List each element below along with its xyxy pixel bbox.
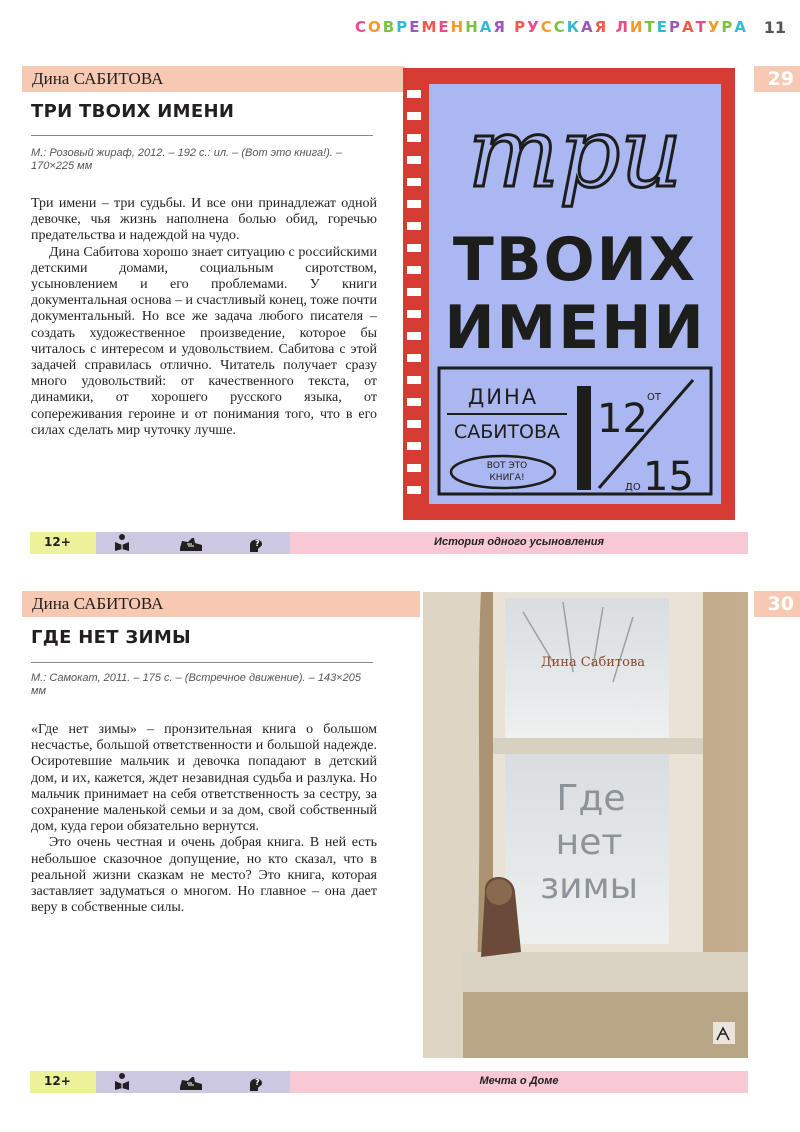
cover-title-line: Где [556, 778, 626, 819]
bibliographic-info: М.: Розовый жираф, 2012. – 192 с.: ил. – (Вот это книга!). – 170×225 мм [31, 147, 343, 172]
age-from-label: ОТ [647, 392, 661, 403]
cover-title-line: нет [555, 822, 623, 863]
series-label: ВОТ ЭТО [486, 461, 528, 471]
section-title: СОВРЕМЕННАЯ РУССКАЯ ЛИТЕРАТУРА [354, 18, 748, 36]
window-crossbar [493, 738, 703, 754]
book-footer-bar [30, 532, 748, 554]
entry-number-tab [754, 66, 800, 92]
book-footer-bar [30, 1071, 748, 1093]
page-header [0, 18, 800, 44]
genre-label [290, 1071, 748, 1093]
description-paragraph: «Где нет зимы» – пронзительная книга о большом несчастье, большой ответственности и большой надежде. Осиротевшие мальчик и девочка попадают в детский дом, и их, кажется, ждет незавидная судьба и разлука. Но мальчик принимает на себя ответственность за сестру, за сохранение маленькой семьи и за дом, свой собственный дом, куда герои обязательно вернутся. [31, 722, 377, 835]
age-divider-bar [577, 386, 591, 490]
author-bar [22, 591, 420, 617]
cover-title-line: ИМЕНИ [444, 293, 706, 363]
book-cover [423, 592, 748, 1058]
book-title: ГДЕ НЕТ ЗИМЫ [31, 627, 191, 648]
question-head-icon [246, 533, 266, 553]
divider [31, 662, 373, 663]
author-bar [22, 66, 405, 92]
cover-author-last: САБИТОВА [453, 421, 561, 443]
publisher-logo [713, 1022, 735, 1044]
genre-text: Мечта о Доме [479, 1075, 559, 1087]
cover-title-line: зимы [539, 866, 639, 907]
genre-text: История одного усыновления [434, 536, 604, 548]
cover-title-line: ТВОИХ [452, 225, 698, 295]
age-rating [30, 1071, 96, 1093]
age-rating-label: 12+ [44, 535, 71, 549]
bibliographic-info: М.: Самокат, 2011. – 175 с. – (Встречное движение). – 143×205 мм [31, 672, 361, 697]
description-paragraph: Три имени – три судьбы. И все они принадлежат одной девочке, чья жизнь наполнена болью обид, горечью предательства и надеждой на чудо. [31, 196, 377, 244]
sill-shadow [463, 992, 748, 1058]
book-description [31, 196, 377, 439]
page-number: 11 [763, 18, 786, 37]
category-icons [96, 532, 290, 554]
book-description [31, 722, 377, 916]
cover-artwork [403, 68, 735, 520]
age-rating-label: 12+ [44, 1074, 71, 1088]
author-name: Дина САБИТОВА [32, 69, 164, 88]
svg-text:?: ? [255, 539, 260, 548]
author-name: Дина САБИТОВА [32, 594, 164, 613]
book-cover [403, 68, 735, 520]
cover-script-title: три [467, 97, 683, 209]
book-title: ТРИ ТВОИХ ИМЕНИ [31, 101, 235, 122]
genre-label [290, 532, 748, 554]
entry-number: 29 [767, 68, 794, 90]
age-to-label: ДО [625, 482, 641, 493]
cover-artwork [423, 592, 748, 1058]
reading-child-icon [112, 533, 132, 553]
doll-head [486, 879, 512, 905]
cover-author: Дина Сабитова [540, 655, 646, 670]
age-rating [30, 532, 96, 554]
divider [31, 135, 373, 136]
age-to: 15 [643, 454, 694, 500]
svg-text:?: ? [255, 1078, 260, 1087]
windowsill [463, 952, 748, 992]
sneaker-icon [178, 533, 204, 553]
description-paragraph: Это очень честная и очень добрая книга. В ней есть небольшое сказочное допущение, но кто сказал, что в реальной жизни сказкам не место? Это книга, которая заставляет задуматься о многом. Но главное – она дает веру в собственные силы. [31, 835, 377, 916]
series-label: КНИГА! [489, 473, 525, 483]
entry-number: 30 [767, 593, 794, 615]
description-paragraph: Дина Сабитова хорошо знает ситуацию с российскими детскими домами, социальным сиротством, усыновлением и его проблемами. У книги документальная основа – и счастливый конец, тоже почти документальный. Но все же задача любого писателя – создать художественное произведение, которое бы читалось с интересом и удовольствием. Сабитова с этой задачей справилась отлично. Читатель получает сразу много удовольствий: от качественного текста, от динамики, от хорошего русского языка, от сопереживания героине и от понимания того, что в его силах сделать мир чуточку лучше. [31, 244, 377, 438]
stripe-decoration [403, 68, 425, 520]
category-icons [96, 1071, 290, 1093]
question-head-icon [246, 1072, 266, 1092]
sneaker-icon [178, 1072, 204, 1092]
age-from: 12 [597, 396, 648, 442]
cover-author-first: ДИНА [467, 385, 539, 409]
reading-child-icon [112, 1072, 132, 1092]
entry-number-tab [754, 591, 800, 617]
